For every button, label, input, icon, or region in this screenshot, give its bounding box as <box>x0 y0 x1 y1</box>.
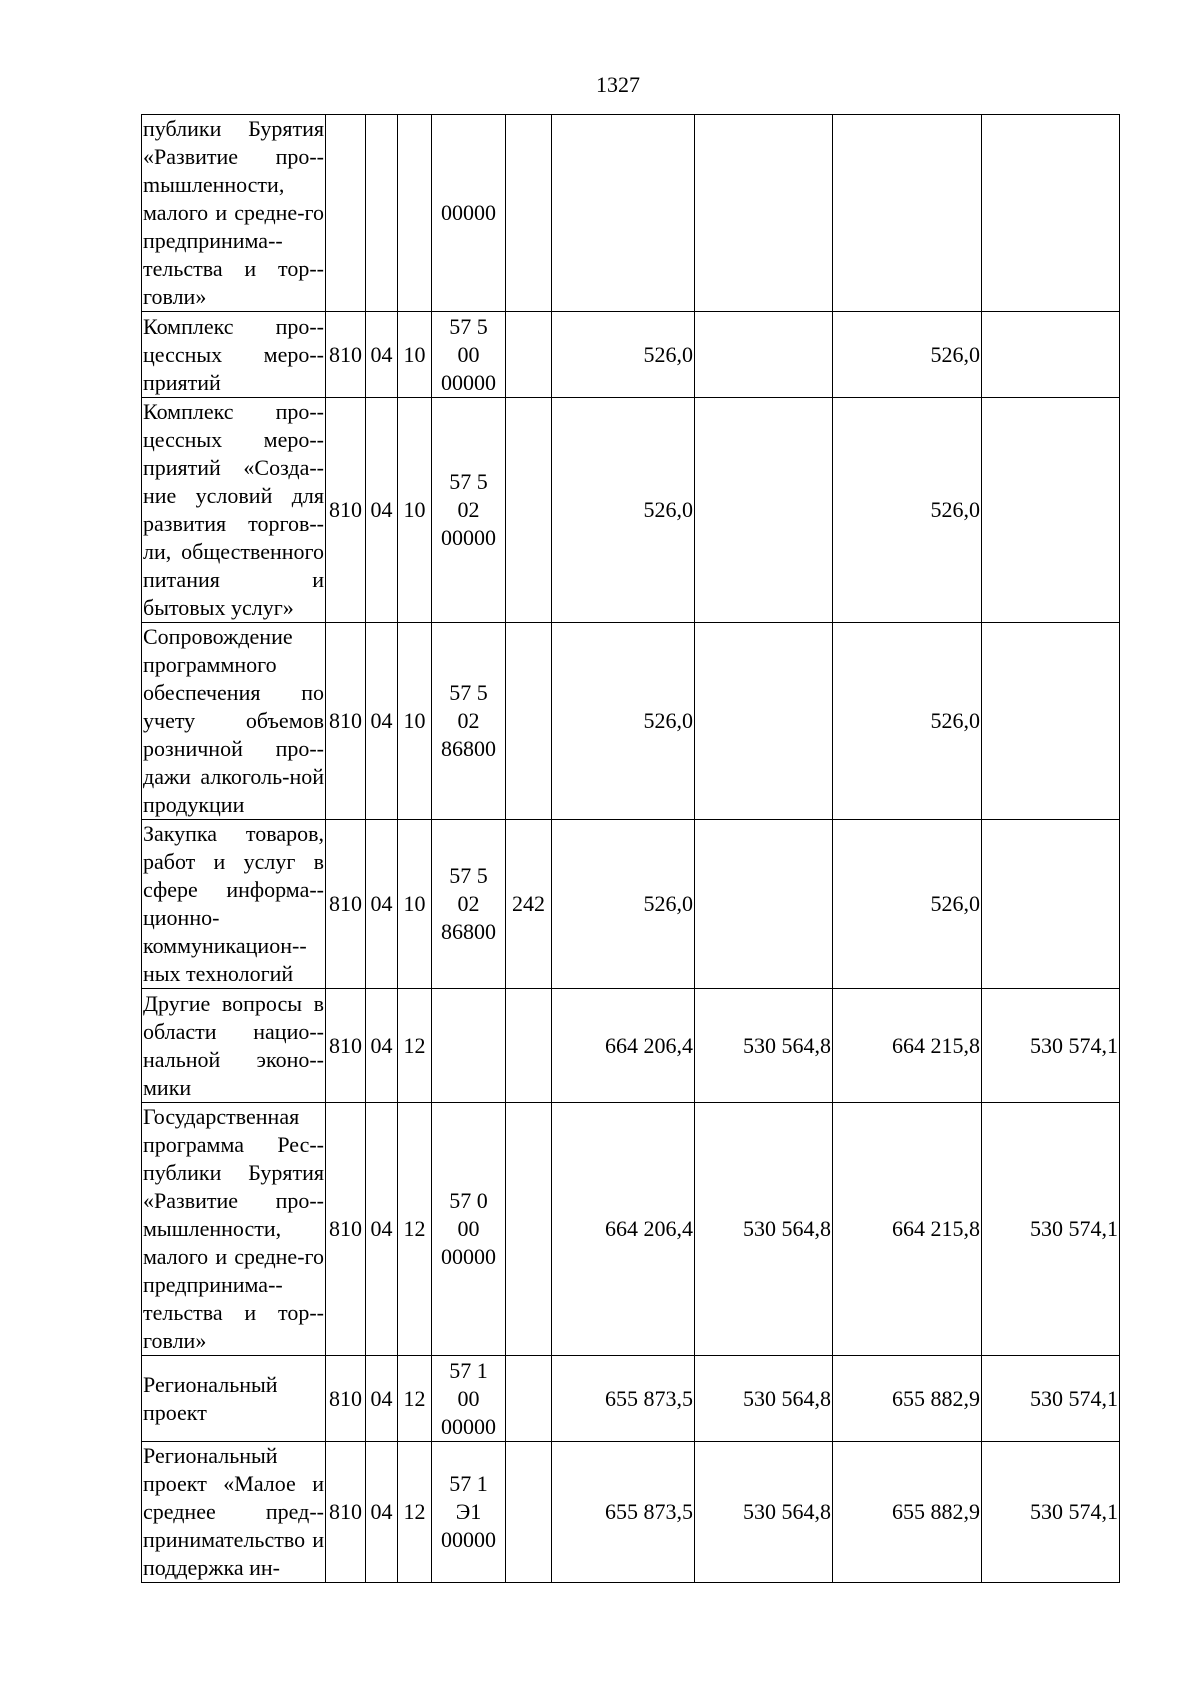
row-vr <box>506 623 552 820</box>
row-value-4 <box>982 312 1120 398</box>
row-rz: 04 <box>366 398 398 623</box>
row-rz: 04 <box>366 1442 398 1583</box>
row-vr <box>506 115 552 312</box>
table-row <box>142 312 1120 398</box>
row-value-3: 526,0 <box>833 312 982 398</box>
row-value-4: 530 574,1 <box>982 1103 1120 1356</box>
row-csr: 57 1 00 00000 <box>432 1356 506 1442</box>
row-vr: 242 <box>506 820 552 989</box>
table-row <box>142 820 1120 989</box>
row-grbs: 810 <box>326 989 366 1103</box>
row-value-2 <box>695 623 833 820</box>
row-pr: 12 <box>398 989 432 1103</box>
row-csr: 57 5 00 00000 <box>432 312 506 398</box>
row-rz: 04 <box>366 989 398 1103</box>
row-value-1: 655 873,5 <box>552 1442 695 1583</box>
row-rz: 04 <box>366 1103 398 1356</box>
row-vr <box>506 312 552 398</box>
page-number: 1327 <box>596 72 640 97</box>
row-pr <box>398 115 432 312</box>
row-vr <box>506 1442 552 1583</box>
row-pr: 10 <box>398 312 432 398</box>
row-value-3 <box>833 115 982 312</box>
row-vr <box>506 1103 552 1356</box>
table-row <box>142 623 1120 820</box>
row-value-1: 526,0 <box>552 312 695 398</box>
row-name: Другие вопросы в области нацио-нальной эконо-мики <box>142 989 326 1103</box>
row-value-2: 530 564,8 <box>695 1442 833 1583</box>
row-value-2 <box>695 115 833 312</box>
row-csr: 00000 <box>432 115 506 312</box>
row-vr <box>506 398 552 623</box>
row-value-1: 526,0 <box>552 398 695 623</box>
table-row <box>142 1442 1120 1583</box>
table-row <box>142 115 1120 312</box>
row-value-2: 530 564,8 <box>695 1103 833 1356</box>
row-csr: 57 5 02 86800 <box>432 820 506 989</box>
row-name: Сопровождение программного обеспечения по учету объемов розничной про-дажи алкоголь-ной продукции <box>142 623 326 820</box>
row-vr <box>506 989 552 1103</box>
row-pr: 10 <box>398 623 432 820</box>
row-rz <box>366 115 398 312</box>
row-value-3: 664 215,8 <box>833 1103 982 1356</box>
row-vr <box>506 1356 552 1442</box>
row-name: Закупка товаров, работ и услуг в сфере информа-ционно-коммуникацион-ных технологий <box>142 820 326 989</box>
row-rz: 04 <box>366 623 398 820</box>
row-rz: 04 <box>366 312 398 398</box>
row-rz: 04 <box>366 820 398 989</box>
row-value-4 <box>982 820 1120 989</box>
row-csr: 57 0 00 00000 <box>432 1103 506 1356</box>
row-pr: 10 <box>398 398 432 623</box>
row-value-1: 655 873,5 <box>552 1356 695 1442</box>
row-pr: 12 <box>398 1356 432 1442</box>
table-row <box>142 1356 1120 1442</box>
row-value-2: 530 564,8 <box>695 989 833 1103</box>
table-row <box>142 989 1120 1103</box>
row-value-2 <box>695 312 833 398</box>
row-name: Региональный проект <box>142 1356 326 1442</box>
table-row <box>142 1103 1120 1356</box>
row-name: Государственная программа Рес-публики Бурятия «Развитие про-мышленности, малого и средне-го предпринима-тельства и тор-говли» <box>142 1103 326 1356</box>
row-value-3: 664 215,8 <box>833 989 982 1103</box>
row-value-4 <box>982 623 1120 820</box>
row-value-2: 530 564,8 <box>695 1356 833 1442</box>
row-value-1: 664 206,4 <box>552 1103 695 1356</box>
row-value-4 <box>982 115 1120 312</box>
row-name: публики Бурятия «Развитие про-mышленности, малого и средне-го предпринима-тельства и тор-говли» <box>142 115 326 312</box>
row-name: Региональный проект «Малое и среднее пред-принимательство и поддержка ин- <box>142 1442 326 1583</box>
row-grbs: 810 <box>326 820 366 989</box>
row-pr: 10 <box>398 820 432 989</box>
row-csr: 57 1 Э1 00000 <box>432 1442 506 1583</box>
row-value-2 <box>695 398 833 623</box>
row-value-1 <box>552 115 695 312</box>
row-value-4 <box>982 398 1120 623</box>
budget-table <box>141 114 1120 1583</box>
row-rz: 04 <box>366 1356 398 1442</box>
row-grbs <box>326 115 366 312</box>
row-value-3: 655 882,9 <box>833 1442 982 1583</box>
row-csr <box>432 989 506 1103</box>
row-value-4: 530 574,1 <box>982 1442 1120 1583</box>
row-value-3: 526,0 <box>833 820 982 989</box>
row-grbs: 810 <box>326 398 366 623</box>
row-value-3: 526,0 <box>833 398 982 623</box>
row-value-1: 526,0 <box>552 623 695 820</box>
row-grbs: 810 <box>326 1442 366 1583</box>
row-grbs: 810 <box>326 623 366 820</box>
row-value-1: 526,0 <box>552 820 695 989</box>
row-value-1: 664 206,4 <box>552 989 695 1103</box>
row-name: Комплекс про-цессных меро-приятий «Созда-ние условий для развития торгов-ли, общественного питания и бытовых услуг» <box>142 398 326 623</box>
row-grbs: 810 <box>326 1103 366 1356</box>
table-row <box>142 398 1120 623</box>
row-value-3: 655 882,9 <box>833 1356 982 1442</box>
row-csr: 57 5 02 86800 <box>432 623 506 820</box>
row-grbs: 810 <box>326 1356 366 1442</box>
row-pr: 12 <box>398 1442 432 1583</box>
row-name: Комплекс про-цессных меро-приятий <box>142 312 326 398</box>
row-value-3: 526,0 <box>833 623 982 820</box>
row-value-4: 530 574,1 <box>982 1356 1120 1442</box>
row-value-2 <box>695 820 833 989</box>
row-csr: 57 5 02 00000 <box>432 398 506 623</box>
row-value-4: 530 574,1 <box>982 989 1120 1103</box>
row-pr: 12 <box>398 1103 432 1356</box>
row-grbs: 810 <box>326 312 366 398</box>
